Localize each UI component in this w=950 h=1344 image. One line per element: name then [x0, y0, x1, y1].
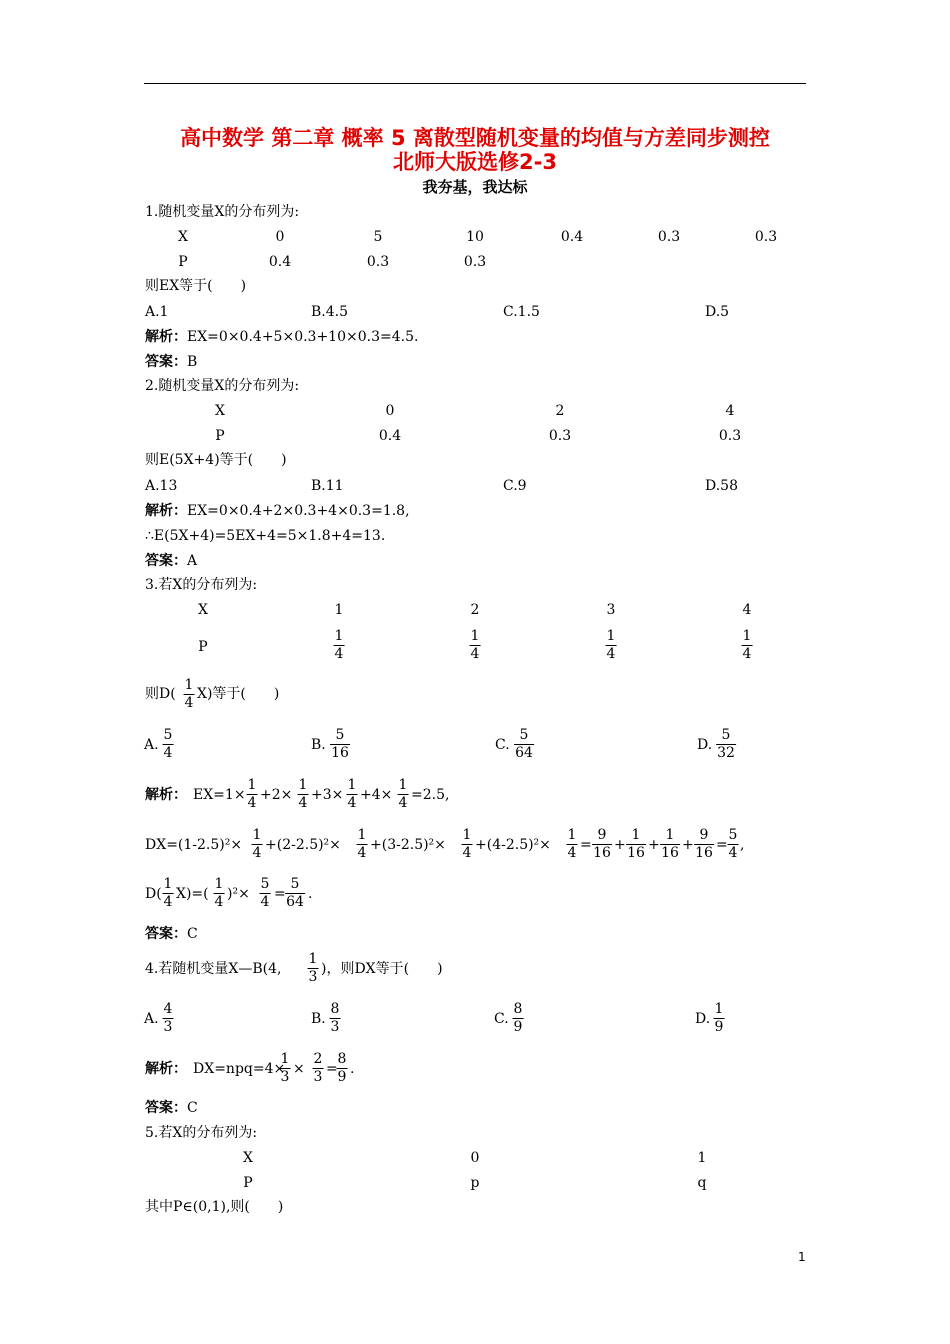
answer-label: 答案： [145, 553, 187, 569]
q1-table-cell: 0.3 [463, 254, 487, 270]
q3-prob-fraction: $\frac{1}{4}$ [470, 628, 480, 662]
q5-ask: 其中P∈(0,1),则( ) [145, 1199, 284, 1215]
q1-analysis [145, 327, 418, 347]
q3-answer [145, 924, 198, 944]
q4-a-fraction: $\frac{8}{9}$ [337, 1051, 347, 1085]
q1-table-cell: X [178, 229, 188, 245]
q2-table-cell: 0.3 [718, 428, 742, 444]
q3-a3-fraction: $\frac{5}{64}$ [286, 876, 304, 910]
q5-table-cell: p [470, 1175, 480, 1191]
page-number: 1 [798, 1250, 806, 1264]
q2-analysis-line2: ∴E(5X+4)=5EX+4=5×1.8+4=13. [145, 528, 386, 544]
answer-label: 答案： [145, 1100, 187, 1116]
q3-stem: 3.若X的分布列为: [145, 577, 258, 593]
q1-option-c: C.1.5 [503, 304, 540, 320]
q2-table-cell: X [215, 403, 225, 419]
q3-a1-text: =2.5, [411, 787, 450, 803]
q4-option-b-fraction: $\frac{8}{3}$ [330, 1001, 340, 1035]
q3-table-cell: P [198, 639, 208, 655]
q2-option-a: A.13 [145, 478, 178, 494]
q3-a1-text: +3× [311, 787, 344, 803]
q4-answer-value: C [187, 1100, 198, 1116]
q1-table-cell: 0.3 [657, 229, 681, 245]
q3-a2-fraction: $\frac{1}{4}$ [567, 827, 577, 861]
q2-option-b: B.11 [311, 478, 344, 494]
q3-a2-fraction: $\frac{1}{4}$ [357, 827, 367, 861]
q3-a3-text: = [274, 886, 286, 902]
q2-option-d: D.58 [705, 478, 738, 494]
q4-option-b: B. [311, 1011, 326, 1027]
q3-table-cell: 3 [606, 602, 616, 618]
q3-a2-text: = [716, 837, 728, 853]
q3-ask-pre: 则D( [145, 686, 176, 702]
q3-a1-fraction: $\frac{1}{4}$ [247, 777, 257, 811]
q3-a3-text: . [308, 886, 313, 902]
q4-stem-fraction: $\frac{1}{3}$ [308, 951, 318, 985]
q3-a2-text: +(4-2.5)²× [475, 837, 551, 853]
q4-option-a-fraction: $\frac{4}{3}$ [163, 1001, 173, 1035]
q3-prob-fraction: $\frac{1}{4}$ [606, 628, 616, 662]
q1-analysis-text: EX=0×0.4+5×0.3+10×0.3=4.5. [187, 329, 419, 345]
q3-a2-text: +(2-2.5)²× [265, 837, 341, 853]
q5-table-cell: X [243, 1150, 253, 1166]
q4-option-d-fraction: $\frac{1}{9}$ [714, 1001, 724, 1035]
q2-answer [145, 551, 197, 571]
q4-a-text: . [350, 1061, 355, 1077]
q2-table-cell: 2 [555, 403, 565, 419]
q3-a3-text: X)=( [176, 886, 209, 902]
q5-table-cell: 0 [470, 1150, 480, 1166]
q4-a-text: × [293, 1061, 305, 1077]
q3-a1-text: +2× [260, 787, 293, 803]
q1-table-cell: 0 [275, 229, 285, 245]
q3-a2-fraction: $\frac{9}{16}$ [695, 827, 713, 861]
q1-table-cell: P [178, 254, 188, 270]
q1-table-cell: 0.4 [268, 254, 292, 270]
q3-ask-post: X)等于( ) [197, 686, 280, 702]
q1-option-b: B.4.5 [311, 304, 349, 320]
q3-a2-text: , [740, 837, 745, 853]
q3-option-b-fraction: $\frac{5}{16}$ [331, 727, 349, 761]
q5-stem: 5.若X的分布列为: [145, 1125, 258, 1141]
q2-table-cell: 4 [725, 403, 735, 419]
q1-option-d: D.5 [705, 304, 730, 320]
q2-ask: 则E(5X+4)等于( ) [145, 452, 287, 468]
q3-table-cell: 1 [334, 602, 344, 618]
analysis-label: 解析： [145, 503, 187, 519]
answer-label: 答案： [145, 926, 187, 942]
q3-a1-text: EX=1× [193, 787, 246, 803]
q1-answer-value: B [187, 354, 198, 370]
q5-table-cell: 1 [697, 1150, 707, 1166]
q3-prob-fraction: $\frac{1}{4}$ [334, 628, 344, 662]
q4-option-c: C. [494, 1011, 509, 1027]
q3-prob-fraction: $\frac{1}{4}$ [742, 628, 752, 662]
q3-a3-text: D( [145, 886, 162, 902]
analysis-label: 解析： [145, 1061, 187, 1077]
analysis-label: 解析： [145, 329, 187, 345]
q4-stem-pre: 4.若随机变量X—B(4, [145, 961, 282, 977]
q1-table-cell: 0.3 [366, 254, 390, 270]
q3-a3-fraction: $\frac{5}{4}$ [260, 876, 270, 910]
q3-a2-text: = [580, 837, 592, 853]
q3-option-d-fraction: $\frac{5}{32}$ [717, 727, 735, 761]
q3-a1-fraction: $\frac{1}{4}$ [398, 777, 408, 811]
q3-table-cell: 4 [742, 602, 752, 618]
q4-stem-post: )，则DX等于( ) [321, 961, 443, 977]
answer-label: 答案： [145, 354, 187, 370]
q2-analysis [145, 501, 410, 521]
q4-option-c-fraction: $\frac{8}{9}$ [513, 1001, 523, 1035]
q2-table-cell: P [215, 428, 225, 444]
q5-table-cell: q [697, 1175, 707, 1191]
q3-option-a-fraction: $\frac{5}{4}$ [163, 727, 173, 761]
q4-a-text: DX=npq=4× [193, 1061, 286, 1077]
q1-answer [145, 352, 197, 372]
q3-a3-fraction: $\frac{1}{4}$ [214, 876, 224, 910]
document-title-line1: 高中数学 第二章 概率 5 离散型随机变量的均值与方差同步测控 [180, 126, 770, 150]
q1-stem: 1.随机变量X的分布列为: [145, 204, 300, 220]
q2-answer-value: A [187, 553, 198, 569]
q3-option-b: B. [311, 737, 326, 753]
analysis-label: 解析： [145, 787, 187, 803]
q1-table-cell: 10 [466, 229, 484, 245]
q3-a2-text: + [614, 837, 626, 853]
q3-a3-text: )²× [227, 886, 250, 902]
q3-a1-fraction: $\frac{1}{4}$ [347, 777, 357, 811]
q5-table-cell: P [243, 1175, 253, 1191]
section-subtitle: 我夯基，我达标 [422, 178, 528, 196]
q3-a2-text: + [682, 837, 694, 853]
header-rule [144, 83, 806, 84]
q3-a2-fraction: $\frac{1}{4}$ [252, 827, 262, 861]
q3-answer-value: C [187, 926, 198, 942]
q4-a-text: = [326, 1061, 338, 1077]
q3-a2-text: DX=(1-2.5)²× [145, 837, 243, 853]
document-title-line2: 北师大版选修2-3 [393, 150, 557, 174]
q3-table-cell: X [198, 602, 208, 618]
q3-option-c: C. [495, 737, 510, 753]
q3-a2-fraction: $\frac{9}{16}$ [593, 827, 611, 861]
q1-table-cell: 5 [373, 229, 383, 245]
q3-a2-text: + [648, 837, 660, 853]
q4-option-d: D. [695, 1011, 711, 1027]
q1-option-a: A.1 [145, 304, 169, 320]
q3-a3-fraction: $\frac{1}{4}$ [163, 876, 173, 910]
q4-option-a: A. [144, 1011, 159, 1027]
q3-a2-fraction: $\frac{1}{16}$ [661, 827, 679, 861]
q2-table-cell: 0 [385, 403, 395, 419]
q3-option-c-fraction: $\frac{5}{64}$ [515, 727, 533, 761]
q2-option-c: C.9 [503, 478, 527, 494]
q4-a-fraction: $\frac{1}{3}$ [280, 1051, 290, 1085]
q1-table-cell: 0.4 [560, 229, 584, 245]
q3-option-d: D. [697, 737, 713, 753]
q3-a2-fraction: $\frac{1}{4}$ [462, 827, 472, 861]
q4-a-fraction: $\frac{2}{3}$ [313, 1051, 323, 1085]
q2-analysis-text: EX=0×0.4+2×0.3+4×0.3=1.8, [187, 503, 410, 519]
q4-answer [145, 1098, 198, 1118]
q3-a2-fraction: $\frac{5}{4}$ [728, 827, 738, 861]
q1-table-cell: 0.3 [754, 229, 778, 245]
q3-a2-fraction: $\frac{1}{16}$ [627, 827, 645, 861]
q3-option-a: A. [144, 737, 159, 753]
q3-a1-text: +4× [360, 787, 393, 803]
q2-stem: 2.随机变量X的分布列为: [145, 378, 300, 394]
q3-a2-text: +(3-2.5)²× [370, 837, 446, 853]
q3-ask-fraction: $\frac{1}{4}$ [184, 677, 194, 711]
q1-ask: 则EX等于( ) [145, 278, 247, 294]
q3-table-cell: 2 [470, 602, 480, 618]
q2-table-cell: 0.3 [548, 428, 572, 444]
q2-table-cell: 0.4 [378, 428, 402, 444]
q3-a1-fraction: $\frac{1}{4}$ [298, 777, 308, 811]
